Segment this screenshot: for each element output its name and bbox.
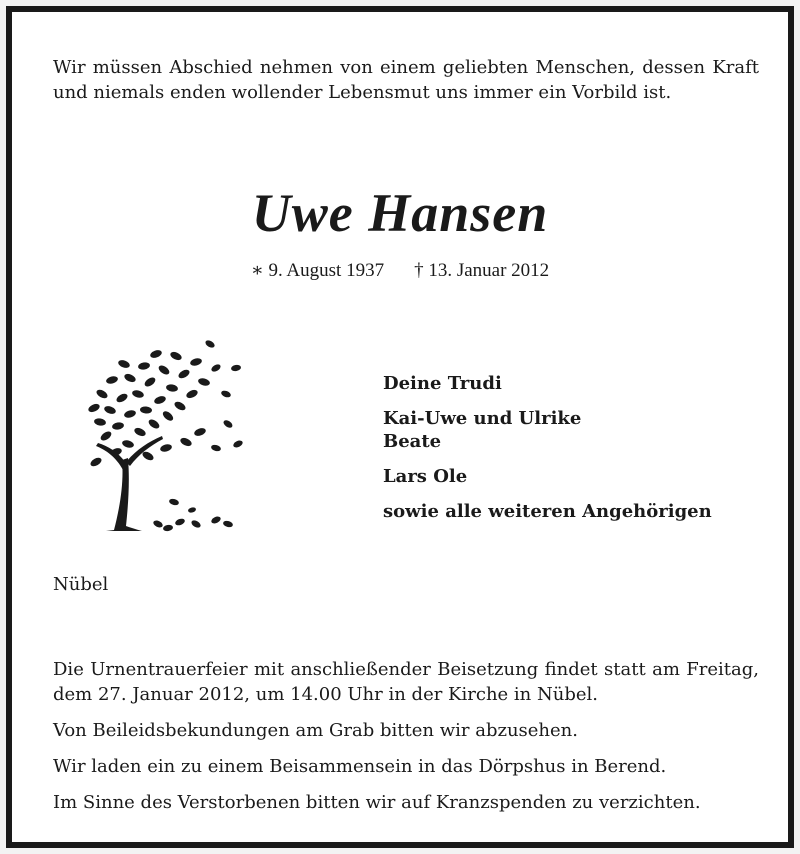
mourners-list [383,372,712,523]
mourner-child: Beate [383,431,442,452]
mourner-children: Kai-Uwe und Ulrike [383,408,582,429]
wreath-note: Im Sinne des Verstorbenen bitten wir auf Kranzspenden zu verzichten. [53,792,701,813]
obituary-card [6,6,794,848]
death-date: † 13. Januar 2012 [414,260,550,281]
intro-text: Wir müssen Abschied nehmen von einem geliebten Menschen, dessen Kraft und niemals enden wollender Lebensmut uns immer ein Vorbild ist. [53,57,759,103]
windblown-tree-icon [76,332,246,532]
life-dates [12,259,788,282]
mourner-relatives: sowie alle weiteren Angehörigen [383,501,712,522]
place-name: Nübel [53,574,109,595]
condolence-note: Von Beileidsbekundungen am Grab bitten wir abzusehen. [53,720,578,741]
mourner-wife: Deine Trudi [383,373,502,394]
mourner-grandchild: Lars Ole [383,466,468,487]
birth-date: ∗ 9. August 1937 [250,260,385,281]
gathering-note: Wir laden ein zu einem Beisammensein in das Dörpshus in Berend. [53,756,667,777]
deceased-name: Uwe Hansen [251,183,549,243]
ceremony-text: Die Urnentrauerfeier mit anschließender Beisetzung findet statt am Freitag, dem 27. Januar 2012, um 14.00 Uhr in der Kirche in Nübel. [53,659,759,705]
